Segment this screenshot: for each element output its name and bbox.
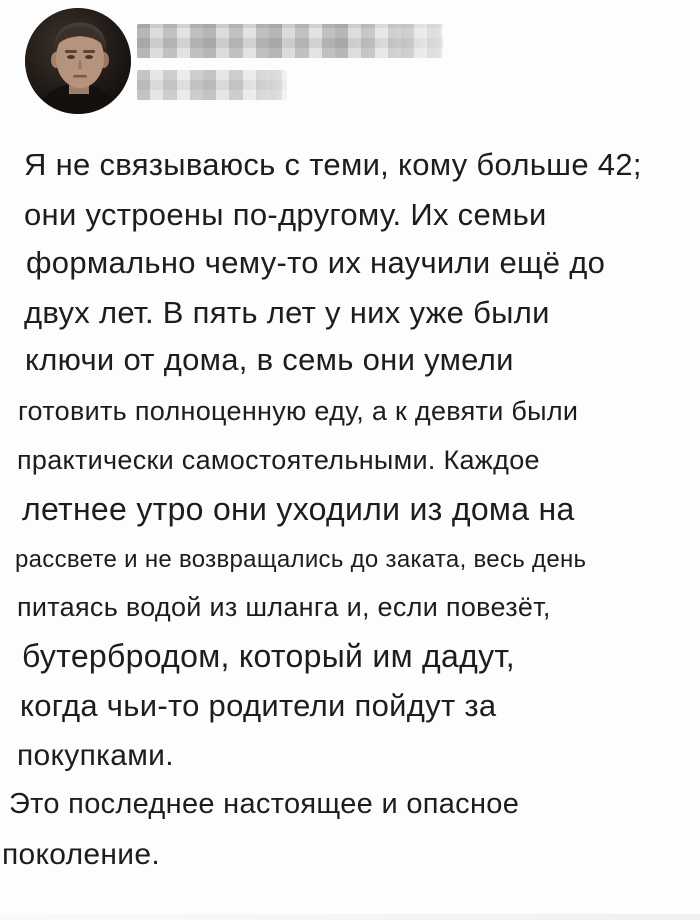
profile-photo-icon (25, 8, 131, 114)
post-text-line: рассвете и не возвращались до заката, весь день (15, 546, 587, 573)
post-text-line: они устроены по-другому. Их семьи (24, 197, 547, 232)
post-text-line: ключи от дома, в семь они умели (25, 342, 514, 377)
post-text-line: бутербродом, который им дадут, (22, 638, 515, 674)
post-text-line: двух лет. В пять лет у них уже были (24, 295, 550, 330)
post-text-line: формально чему-то их научили ещё до (26, 245, 606, 280)
post-text-line: Я не связываюсь с теми, кому больше 42; (24, 147, 642, 182)
post-text-line: питаясь водой из шланга и, если повезёт, (17, 592, 551, 622)
bottom-edge-artifact (0, 914, 700, 920)
redacted-handle (137, 70, 287, 100)
redacted-username (137, 24, 443, 58)
post-text-line: покупками. (17, 739, 174, 772)
avatar[interactable] (25, 8, 131, 114)
post-text-line: Это последнее настоящее и опасное (9, 788, 520, 820)
post-text-line: готовить полноценную еду, а к девяти были (18, 396, 579, 426)
post-text-line: поколение. (2, 838, 160, 871)
post-text-line: практически самостоятельными. Каждое (17, 445, 540, 475)
post-text-line: когда чьи-то родители пойдут за (20, 688, 497, 723)
post-text-line: летнее утро они уходили из дома на (22, 491, 575, 527)
